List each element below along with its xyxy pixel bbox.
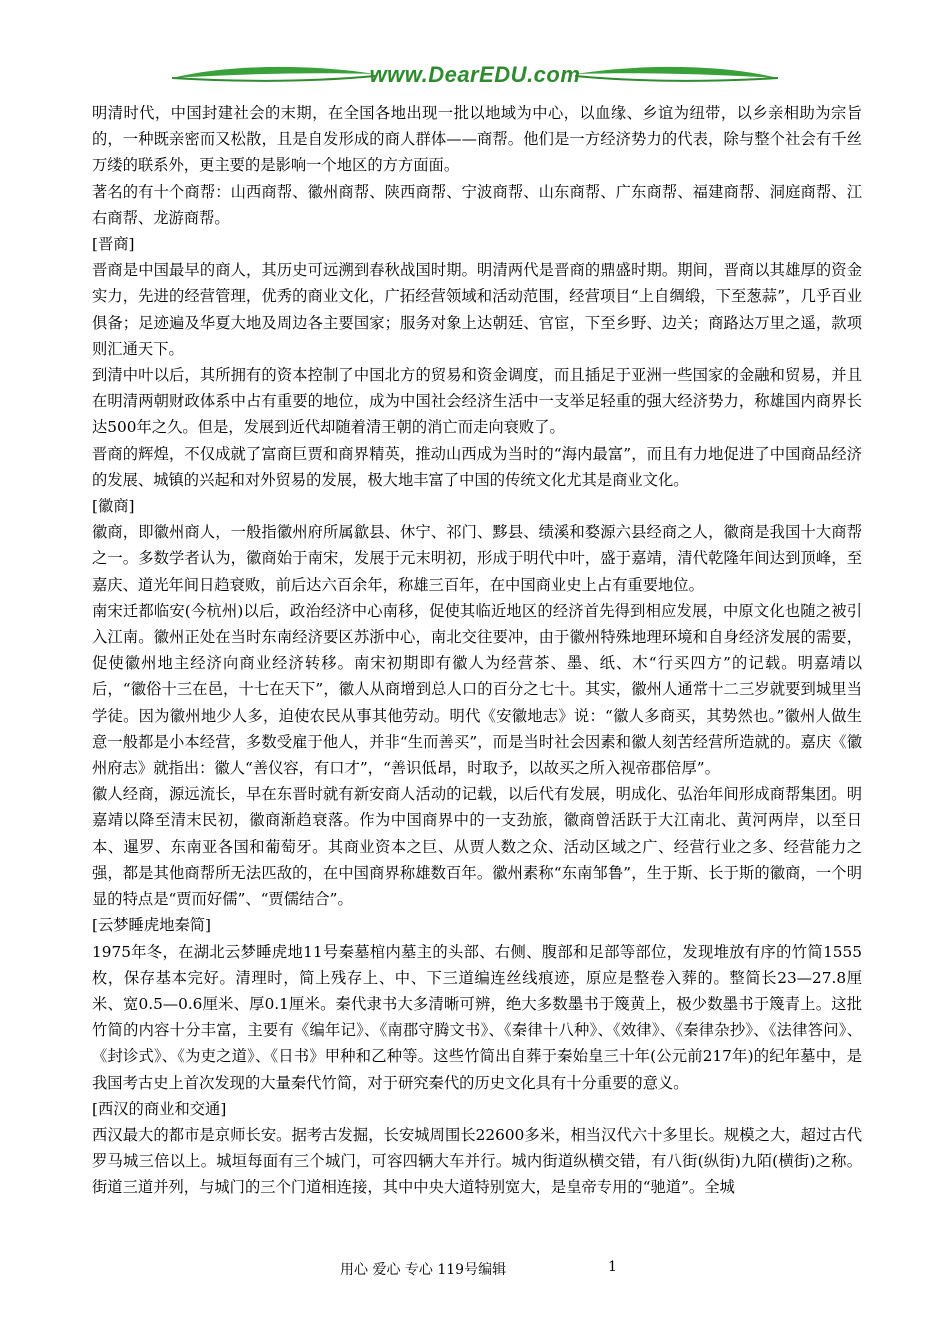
section-heading: [徽商] <box>92 497 135 516</box>
section-heading: [云梦睡虎地秦简] <box>92 916 212 935</box>
paragraph: 南宋迁都临安(今杭州)以后，政治经济中心南移，促使其临近地区的经济首先得到相应发展，中原文化也随之被引入江南。徽州正处在当时东南经济要区苏浙中心，南北交往要冲，由于徽州特殊地理环境和自身经济发展的需要，促使徽州地主经济向商业经济转移。南宋初期即有徽人为经营茶、墨、纸、木“行买四方”的记载。明嘉靖以后，“徽俗十三在邑，十七在天下”，徽人从商增到总人口的百分之七十。其实，徽州人通常十二三岁就要到城里当学徒。因为徽州地少人多，迫使农民从事其他劳动。明代《安徽地志》说：“徽人多商买，其势然也。”徽州人做生意一般都是小本经营，多数受雇于他人，并非“生而善买”，而是当时社会因素和徽人刻苦经营所造就的。嘉庆《徽州府志》就指出：徽人“善仪容，有口才”，“善识低昂，时取予，以故买之所入视帝郡倍厚”。 <box>92 601 862 778</box>
paragraph: 明清时代，中国封建社会的末期，在全国各地出现一批以地域为中心，以血缘、乡谊为纽带，以乡亲相助为宗旨的，一种既亲密而又松散，且是自发形成的商人群体——商帮。他们是一方经济势力的代表，除与整个社会有千丝万缕的联系外，更主要的是影响一个地区的方方面面。 <box>92 104 862 175</box>
section-heading: [西汉的商业和交通] <box>92 1099 227 1118</box>
paragraph: 晋商的辉煌，不仅成就了富商巨贾和商界精英，推动山西成为当时的“海内最富”，而且有力地促进了中国商品经济的发展、城镇的兴起和对外贸易的发展，极大地丰富了中国的传统文化尤其是商业文化。 <box>92 444 862 489</box>
paragraph: 徽商，即徽州商人，一般指徽州府所属歙县、休宁、祁门、黟县、绩溪和婺源六县经商之人，徽商是我国十大商帮之一。多数学者认为，徽商始于南宋，发展于元末明初，形成于明代中叶，盛于嘉靖，清代乾隆年间达到顶峰，至嘉庆、道光年间日趋衰败，前后达六百余年，称雄三百年，在中国商业史上占有重要地位。 <box>92 523 862 594</box>
footer-note: 用心 爱心 专心 119号编辑 <box>340 1262 507 1278</box>
paragraph: 著名的有十个商帮：山西商帮、徽州商帮、陕西商帮、宁波商帮、山东商帮、广东商帮、福建商帮、洞庭商帮、江右商帮、龙游商帮。 <box>92 182 862 227</box>
paragraph: 1975年冬，在湖北云梦睡虎地11号秦墓棺内墓主的头部、右侧、腹部和足部等部位，发现堆放有序的竹简1555枚，保存基本完好。清理时，简上残存上、中、下三道编连丝线痕迹，原应是整卷入葬的。整简长23—27.8厘米、宽0.5—0.6厘米、厚0.1厘米。秦代隶书大多清晰可辨，绝大多数墨书于篾黄上，极少数墨书于篾青上。这批竹简的内容十分丰富，主要有《编年记》、《南郡守腾文书》、《秦律十八种》、《效律》、《秦律杂抄》、《法律答问》、《封诊式》、《为吏之道》、《日书》甲种和乙种等。这些竹简出自葬于秦始皇三十年(公元前217年)的纪年墓中，是我国考古史上首次发现的大量秦代竹简，对于研究秦代的历史文化具有十分重要的意义。 <box>92 942 862 1092</box>
page-number: 1 <box>608 1259 617 1275</box>
page-footer <box>0 1259 950 1283</box>
section-heading: [晋商] <box>92 235 135 254</box>
paragraph: 徽人经商，源远流长，早在东晋时就有新安商人活动的记载，以后代有发展，明成化、弘治年间形成商帮集团。明嘉靖以降至清末民初，徽商渐趋衰落。作为中国商界中的一支劲旅，徽商曾活跃于大江南北、黄河两岸，以至日本、暹罗、东南亚各国和葡萄牙。其商业资本之巨、从贾人数之众、活动区域之广、经营行业之多、经营能力之强，都是其他商帮所无法匹敌的，在中国商界称雄数百年。徽州素称“东南邹鲁”，生于斯、长于斯的徽商，一个明显的特点是“贾而好儒”、“贾儒结合”。 <box>92 785 862 909</box>
site-url[interactable]: www.DearEDU.com <box>369 62 581 87</box>
paragraph: 晋商是中国最早的商人，其历史可远溯到春秋战国时期。明清两代是晋商的鼎盛时期。期间，晋商以其雄厚的资金实力，先进的经营管理，优秀的商业文化，广拓经营领域和活动范围，经营项目“上自绸缎，下至葱蒜”，几乎百业俱备；足迹遍及华夏大地及周边各主要国家；服务对象上达朝廷、官宦，下至乡野、边关；商路达万里之遥，款项则汇通天下。 <box>92 261 862 358</box>
document-body <box>92 100 862 1201</box>
paragraph: 西汉最大的都市是京师长安。据考古发掘，长安城周围长22600多米，相当汉代六十多里长。规模之大，超过古代罗马城三倍以上。城垣每面有三个城门，可容四辆大车并行。城内街道纵横交错，有八街(纵街)九陌(横街)之称。街道三道并列，与城门的三个门道相连接，其中中央大道特别宽大，是皇帝专用的“驰道”。全城 <box>92 1125 862 1197</box>
paragraph: 到清中叶以后，其所拥有的资本控制了中国北方的贸易和资金调度，而且插足于亚洲一些国家的金融和贸易，并且在明清两朝财政体系中占有重要的地位，成为中国社会经济生活中一支举足轻重的强大经济势力，称雄国内商界长达500年之久。但是，发展到近代却随着清王朝的消亡而走向衰败了。 <box>92 366 862 437</box>
site-header <box>170 60 780 94</box>
